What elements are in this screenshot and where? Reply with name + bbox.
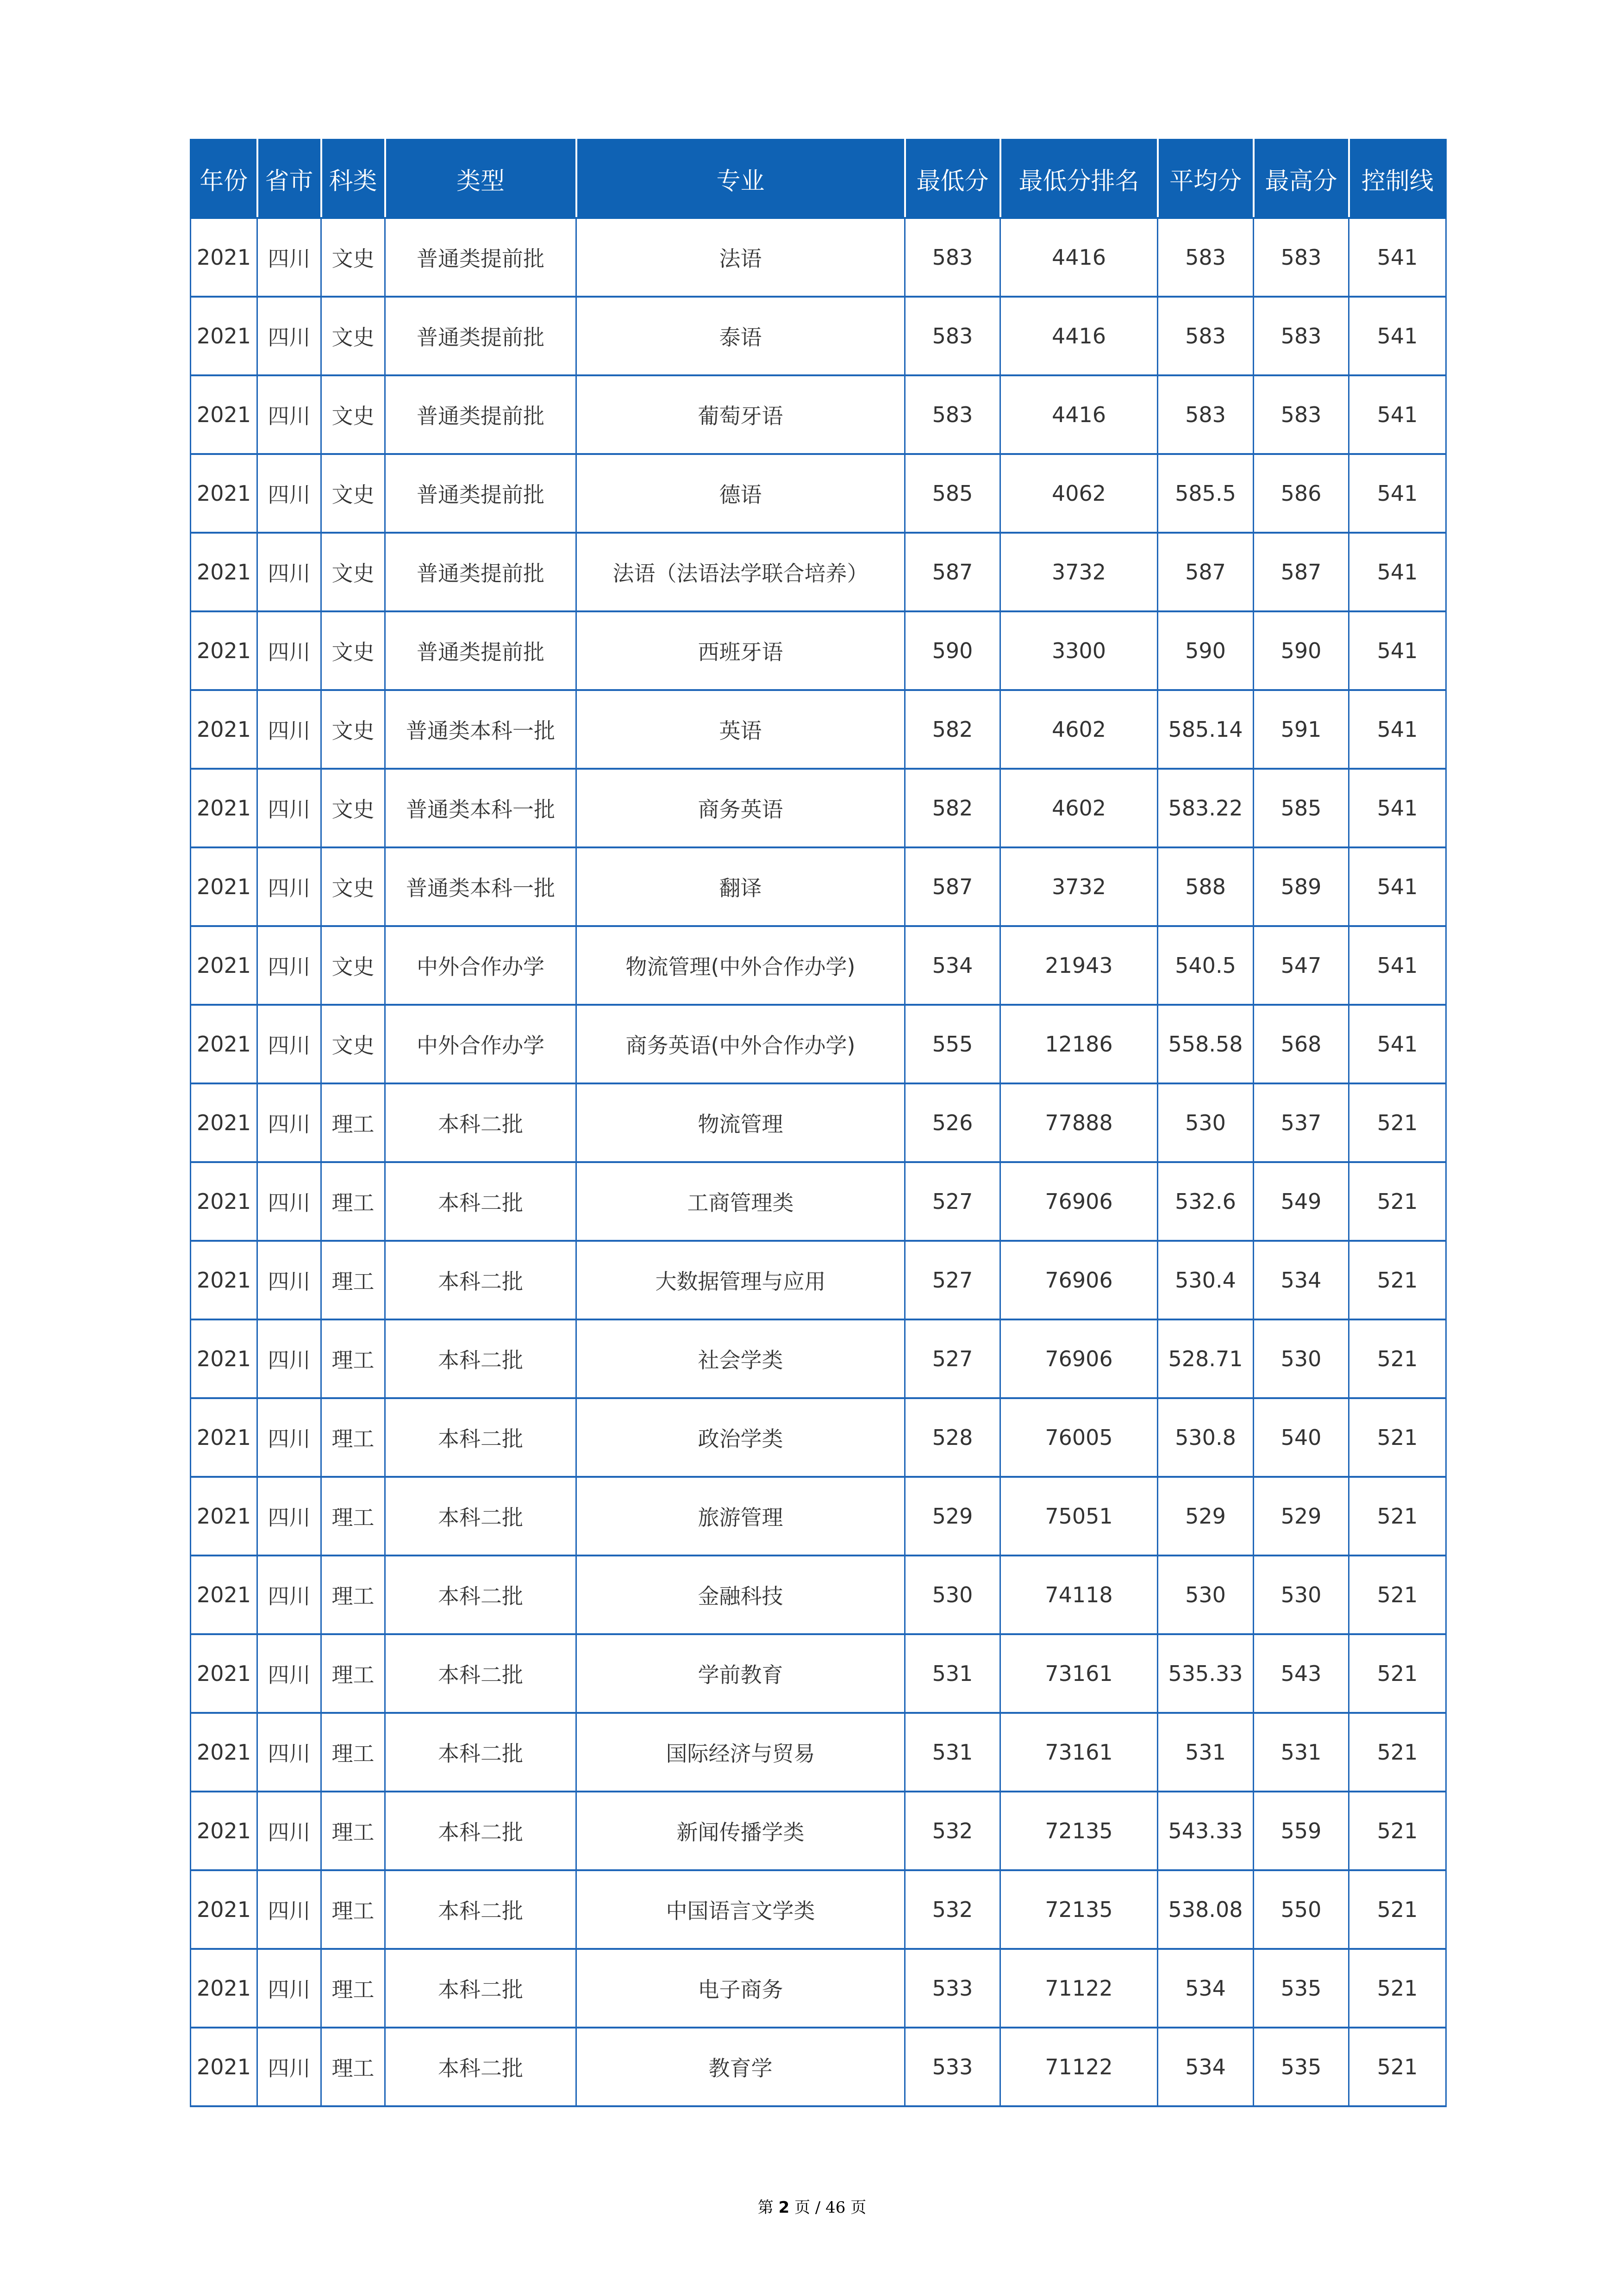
cell-max-score: 583 — [1254, 218, 1349, 297]
cell-avg-score: 583 — [1158, 297, 1254, 375]
cell-province: 四川 — [257, 1792, 321, 1870]
cell-year: 2021 — [191, 533, 257, 611]
cell-min-score: 585 — [905, 454, 1000, 533]
cell-min-score: 530 — [905, 1556, 1000, 1634]
cell-control-line: 541 — [1349, 1005, 1446, 1083]
cell-avg-score: 538.08 — [1158, 1870, 1254, 1949]
cell-control-line: 541 — [1349, 611, 1446, 690]
cell-category: 文史 — [321, 769, 385, 847]
cell-control-line: 541 — [1349, 454, 1446, 533]
cell-province: 四川 — [257, 1713, 321, 1792]
cell-category: 理工 — [321, 1713, 385, 1792]
cell-avg-score: 540.5 — [1158, 926, 1254, 1005]
cell-max-score: 537 — [1254, 1083, 1349, 1162]
cell-min-score-rank: 12186 — [1000, 1005, 1158, 1083]
cell-major: 商务英语(中外合作办学) — [576, 1005, 905, 1083]
cell-min-score-rank: 3732 — [1000, 533, 1158, 611]
cell-avg-score: 535.33 — [1158, 1634, 1254, 1713]
cell-major: 大数据管理与应用 — [576, 1241, 905, 1319]
table-header-row — [191, 140, 1446, 218]
cell-province: 四川 — [257, 1556, 321, 1634]
cell-control-line: 521 — [1349, 1319, 1446, 1398]
cell-control-line: 521 — [1349, 1870, 1446, 1949]
cell-max-score: 591 — [1254, 690, 1349, 769]
cell-avg-score: 590 — [1158, 611, 1254, 690]
cell-min-score: 583 — [905, 218, 1000, 297]
table-row — [191, 1241, 1446, 1319]
column-header-province: 省市 — [257, 140, 321, 218]
cell-avg-score: 587 — [1158, 533, 1254, 611]
cell-province: 四川 — [257, 1083, 321, 1162]
cell-category: 理工 — [321, 1792, 385, 1870]
cell-major: 西班牙语 — [576, 611, 905, 690]
cell-min-score-rank: 76906 — [1000, 1319, 1158, 1398]
cell-batch-type: 本科二批 — [385, 1634, 576, 1713]
cell-major: 新闻传播学类 — [576, 1792, 905, 1870]
cell-min-score: 583 — [905, 375, 1000, 454]
cell-min-score: 555 — [905, 1005, 1000, 1083]
cell-batch-type: 普通类本科一批 — [385, 847, 576, 926]
cell-min-score-rank: 4602 — [1000, 690, 1158, 769]
cell-avg-score: 543.33 — [1158, 1792, 1254, 1870]
cell-year: 2021 — [191, 297, 257, 375]
cell-avg-score: 558.58 — [1158, 1005, 1254, 1083]
current-page-number: 2 — [778, 2198, 790, 2217]
cell-category: 理工 — [321, 1477, 385, 1556]
cell-major: 国际经济与贸易 — [576, 1713, 905, 1792]
cell-max-score: 543 — [1254, 1634, 1349, 1713]
column-header-avg-score: 平均分 — [1158, 140, 1254, 218]
cell-max-score: 583 — [1254, 375, 1349, 454]
cell-category: 文史 — [321, 611, 385, 690]
cell-category: 理工 — [321, 1556, 385, 1634]
cell-year: 2021 — [191, 611, 257, 690]
cell-year: 2021 — [191, 2028, 257, 2106]
cell-max-score: 587 — [1254, 533, 1349, 611]
cell-min-score-rank: 21943 — [1000, 926, 1158, 1005]
cell-year: 2021 — [191, 690, 257, 769]
table-row — [191, 769, 1446, 847]
cell-category: 文史 — [321, 297, 385, 375]
table-row — [191, 375, 1446, 454]
cell-batch-type: 本科二批 — [385, 1319, 576, 1398]
cell-min-score: 582 — [905, 690, 1000, 769]
cell-max-score: 534 — [1254, 1241, 1349, 1319]
cell-category: 理工 — [321, 1162, 385, 1241]
cell-avg-score: 531 — [1158, 1713, 1254, 1792]
cell-major: 中国语言文学类 — [576, 1870, 905, 1949]
page-footer — [0, 2195, 1624, 2217]
cell-control-line: 521 — [1349, 2028, 1446, 2106]
cell-major: 社会学类 — [576, 1319, 905, 1398]
cell-max-score: 568 — [1254, 1005, 1349, 1083]
cell-batch-type: 本科二批 — [385, 1792, 576, 1870]
cell-min-score-rank: 76906 — [1000, 1162, 1158, 1241]
cell-year: 2021 — [191, 218, 257, 297]
cell-year: 2021 — [191, 375, 257, 454]
cell-batch-type: 普通类提前批 — [385, 611, 576, 690]
cell-major: 工商管理类 — [576, 1162, 905, 1241]
cell-min-score-rank: 3300 — [1000, 611, 1158, 690]
cell-year: 2021 — [191, 1241, 257, 1319]
cell-year: 2021 — [191, 769, 257, 847]
cell-major: 法语（法语法学联合培养） — [576, 533, 905, 611]
cell-max-score: 547 — [1254, 926, 1349, 1005]
cell-major: 电子商务 — [576, 1949, 905, 2028]
table-row — [191, 847, 1446, 926]
cell-province: 四川 — [257, 375, 321, 454]
cell-batch-type: 本科二批 — [385, 1949, 576, 2028]
cell-min-score: 532 — [905, 1870, 1000, 1949]
cell-max-score: 589 — [1254, 847, 1349, 926]
cell-control-line: 541 — [1349, 769, 1446, 847]
cell-batch-type: 普通类提前批 — [385, 218, 576, 297]
cell-max-score: 583 — [1254, 297, 1349, 375]
cell-min-score: 528 — [905, 1398, 1000, 1477]
cell-control-line: 521 — [1349, 1792, 1446, 1870]
cell-province: 四川 — [257, 769, 321, 847]
cell-major: 商务英语 — [576, 769, 905, 847]
cell-batch-type: 本科二批 — [385, 1083, 576, 1162]
cell-year: 2021 — [191, 1005, 257, 1083]
cell-min-score-rank: 4416 — [1000, 375, 1158, 454]
cell-min-score: 532 — [905, 1792, 1000, 1870]
cell-batch-type: 本科二批 — [385, 2028, 576, 2106]
cell-category: 文史 — [321, 847, 385, 926]
table-row — [191, 1005, 1446, 1083]
cell-avg-score: 588 — [1158, 847, 1254, 926]
cell-avg-score: 585.14 — [1158, 690, 1254, 769]
cell-avg-score: 534 — [1158, 1949, 1254, 2028]
cell-year: 2021 — [191, 926, 257, 1005]
cell-year: 2021 — [191, 1477, 257, 1556]
cell-min-score-rank: 4416 — [1000, 218, 1158, 297]
cell-min-score: 531 — [905, 1713, 1000, 1792]
cell-batch-type: 本科二批 — [385, 1713, 576, 1792]
table-row — [191, 1713, 1446, 1792]
cell-batch-type: 本科二批 — [385, 1870, 576, 1949]
cell-major: 旅游管理 — [576, 1477, 905, 1556]
cell-min-score: 587 — [905, 533, 1000, 611]
cell-category: 文史 — [321, 690, 385, 769]
cell-max-score: 590 — [1254, 611, 1349, 690]
cell-control-line: 541 — [1349, 847, 1446, 926]
table-row — [191, 1870, 1446, 1949]
column-header-min-score: 最低分 — [905, 140, 1000, 218]
cell-province: 四川 — [257, 297, 321, 375]
cell-batch-type: 普通类本科一批 — [385, 769, 576, 847]
cell-avg-score: 583 — [1158, 375, 1254, 454]
table-row — [191, 611, 1446, 690]
cell-control-line: 521 — [1349, 1477, 1446, 1556]
cell-min-score-rank: 72135 — [1000, 1792, 1158, 1870]
table-row — [191, 1477, 1446, 1556]
admission-scores-table — [190, 139, 1447, 2107]
cell-min-score: 526 — [905, 1083, 1000, 1162]
cell-major: 金融科技 — [576, 1556, 905, 1634]
cell-control-line: 541 — [1349, 533, 1446, 611]
cell-batch-type: 普通类提前批 — [385, 533, 576, 611]
cell-avg-score: 530.4 — [1158, 1241, 1254, 1319]
cell-year: 2021 — [191, 1949, 257, 2028]
cell-control-line: 521 — [1349, 1634, 1446, 1713]
cell-avg-score: 585.5 — [1158, 454, 1254, 533]
cell-min-score-rank: 76005 — [1000, 1398, 1158, 1477]
cell-province: 四川 — [257, 1319, 321, 1398]
footer-middle: 页 / — [794, 2198, 821, 2217]
cell-province: 四川 — [257, 1398, 321, 1477]
cell-min-score: 582 — [905, 769, 1000, 847]
cell-control-line: 541 — [1349, 218, 1446, 297]
cell-year: 2021 — [191, 1083, 257, 1162]
cell-min-score: 533 — [905, 2028, 1000, 2106]
cell-province: 四川 — [257, 1005, 321, 1083]
cell-province: 四川 — [257, 533, 321, 611]
column-header-major: 专业 — [576, 140, 905, 218]
cell-avg-score: 530.8 — [1158, 1398, 1254, 1477]
cell-category: 理工 — [321, 1634, 385, 1713]
cell-year: 2021 — [191, 1870, 257, 1949]
cell-min-score-rank: 71122 — [1000, 2028, 1158, 2106]
cell-year: 2021 — [191, 1162, 257, 1241]
table-row — [191, 1083, 1446, 1162]
cell-major: 物流管理 — [576, 1083, 905, 1162]
cell-year: 2021 — [191, 847, 257, 926]
cell-control-line: 521 — [1349, 1162, 1446, 1241]
footer-prefix: 第 — [757, 2198, 774, 2217]
cell-min-score: 583 — [905, 297, 1000, 375]
cell-province: 四川 — [257, 847, 321, 926]
cell-province: 四川 — [257, 218, 321, 297]
cell-category: 文史 — [321, 454, 385, 533]
cell-province: 四川 — [257, 926, 321, 1005]
table-body — [191, 218, 1446, 2106]
cell-max-score: 535 — [1254, 2028, 1349, 2106]
cell-min-score-rank: 72135 — [1000, 1870, 1158, 1949]
column-header-batch-type: 类型 — [385, 140, 576, 218]
cell-year: 2021 — [191, 1713, 257, 1792]
cell-major: 教育学 — [576, 2028, 905, 2106]
cell-avg-score: 534 — [1158, 2028, 1254, 2106]
column-header-max-score: 最高分 — [1254, 140, 1349, 218]
cell-avg-score: 583 — [1158, 218, 1254, 297]
cell-category: 理工 — [321, 1398, 385, 1477]
cell-category: 理工 — [321, 1083, 385, 1162]
column-header-category: 科类 — [321, 140, 385, 218]
cell-min-score-rank: 75051 — [1000, 1477, 1158, 1556]
table-row — [191, 454, 1446, 533]
column-header-control-line: 控制线 — [1349, 140, 1446, 218]
cell-province: 四川 — [257, 611, 321, 690]
table-row — [191, 1319, 1446, 1398]
cell-major: 翻译 — [576, 847, 905, 926]
cell-control-line: 521 — [1349, 1713, 1446, 1792]
table-row — [191, 690, 1446, 769]
cell-max-score: 549 — [1254, 1162, 1349, 1241]
cell-province: 四川 — [257, 2028, 321, 2106]
cell-min-score-rank: 74118 — [1000, 1556, 1158, 1634]
cell-category: 理工 — [321, 1870, 385, 1949]
cell-control-line: 521 — [1349, 1398, 1446, 1477]
cell-major: 政治学类 — [576, 1398, 905, 1477]
cell-min-score-rank: 4416 — [1000, 297, 1158, 375]
cell-min-score: 527 — [905, 1319, 1000, 1398]
cell-major: 物流管理(中外合作办学) — [576, 926, 905, 1005]
cell-year: 2021 — [191, 1319, 257, 1398]
cell-min-score-rank: 4062 — [1000, 454, 1158, 533]
table-row — [191, 926, 1446, 1005]
cell-control-line: 521 — [1349, 1949, 1446, 2028]
cell-province: 四川 — [257, 1477, 321, 1556]
table-row — [191, 1398, 1446, 1477]
cell-batch-type: 普通类提前批 — [385, 297, 576, 375]
cell-year: 2021 — [191, 1556, 257, 1634]
cell-control-line: 541 — [1349, 375, 1446, 454]
cell-min-score-rank: 73161 — [1000, 1634, 1158, 1713]
cell-batch-type: 本科二批 — [385, 1477, 576, 1556]
cell-max-score: 585 — [1254, 769, 1349, 847]
cell-control-line: 541 — [1349, 690, 1446, 769]
cell-avg-score: 530 — [1158, 1556, 1254, 1634]
cell-category: 理工 — [321, 1241, 385, 1319]
cell-max-score: 550 — [1254, 1870, 1349, 1949]
cell-year: 2021 — [191, 454, 257, 533]
cell-category: 文史 — [321, 926, 385, 1005]
cell-batch-type: 中外合作办学 — [385, 1005, 576, 1083]
cell-control-line: 541 — [1349, 297, 1446, 375]
cell-province: 四川 — [257, 454, 321, 533]
cell-major: 泰语 — [576, 297, 905, 375]
table-row — [191, 1949, 1446, 2028]
cell-province: 四川 — [257, 690, 321, 769]
cell-major: 英语 — [576, 690, 905, 769]
cell-batch-type: 普通类提前批 — [385, 375, 576, 454]
cell-year: 2021 — [191, 1634, 257, 1713]
cell-batch-type: 本科二批 — [385, 1556, 576, 1634]
cell-batch-type: 本科二批 — [385, 1162, 576, 1241]
cell-min-score-rank: 77888 — [1000, 1083, 1158, 1162]
cell-min-score: 587 — [905, 847, 1000, 926]
cell-batch-type: 普通类本科一批 — [385, 690, 576, 769]
cell-max-score: 540 — [1254, 1398, 1349, 1477]
cell-control-line: 541 — [1349, 926, 1446, 1005]
cell-category: 文史 — [321, 375, 385, 454]
cell-avg-score: 530 — [1158, 1083, 1254, 1162]
cell-control-line: 521 — [1349, 1556, 1446, 1634]
cell-min-score-rank: 4602 — [1000, 769, 1158, 847]
cell-max-score: 535 — [1254, 1949, 1349, 2028]
cell-max-score: 530 — [1254, 1319, 1349, 1398]
column-header-year: 年份 — [191, 140, 257, 218]
cell-province: 四川 — [257, 1241, 321, 1319]
cell-min-score: 527 — [905, 1162, 1000, 1241]
column-header-min-score-rank: 最低分排名 — [1000, 140, 1158, 218]
table-row — [191, 533, 1446, 611]
table-row — [191, 218, 1446, 297]
cell-major: 德语 — [576, 454, 905, 533]
cell-province: 四川 — [257, 1634, 321, 1713]
table-row — [191, 1556, 1446, 1634]
cell-min-score: 590 — [905, 611, 1000, 690]
cell-max-score: 559 — [1254, 1792, 1349, 1870]
cell-avg-score: 532.6 — [1158, 1162, 1254, 1241]
cell-min-score: 531 — [905, 1634, 1000, 1713]
cell-batch-type: 中外合作办学 — [385, 926, 576, 1005]
cell-category: 理工 — [321, 2028, 385, 2106]
footer-suffix: 页 — [850, 2198, 867, 2217]
table-row — [191, 297, 1446, 375]
cell-avg-score: 529 — [1158, 1477, 1254, 1556]
cell-max-score: 586 — [1254, 454, 1349, 533]
cell-category: 文史 — [321, 218, 385, 297]
cell-province: 四川 — [257, 1162, 321, 1241]
table-row — [191, 2028, 1446, 2106]
cell-category: 文史 — [321, 1005, 385, 1083]
cell-major: 学前教育 — [576, 1634, 905, 1713]
cell-avg-score: 528.71 — [1158, 1319, 1254, 1398]
cell-max-score: 529 — [1254, 1477, 1349, 1556]
cell-year: 2021 — [191, 1792, 257, 1870]
cell-min-score-rank: 71122 — [1000, 1949, 1158, 2028]
table-row — [191, 1634, 1446, 1713]
cell-batch-type: 本科二批 — [385, 1241, 576, 1319]
cell-category: 文史 — [321, 533, 385, 611]
cell-year: 2021 — [191, 1398, 257, 1477]
cell-category: 理工 — [321, 1319, 385, 1398]
cell-min-score: 534 — [905, 926, 1000, 1005]
cell-province: 四川 — [257, 1870, 321, 1949]
table-row — [191, 1792, 1446, 1870]
cell-min-score: 527 — [905, 1241, 1000, 1319]
cell-avg-score: 583.22 — [1158, 769, 1254, 847]
cell-min-score: 533 — [905, 1949, 1000, 2028]
cell-min-score-rank: 73161 — [1000, 1713, 1158, 1792]
cell-batch-type: 本科二批 — [385, 1398, 576, 1477]
cell-control-line: 521 — [1349, 1241, 1446, 1319]
cell-major: 法语 — [576, 218, 905, 297]
cell-min-score-rank: 76906 — [1000, 1241, 1158, 1319]
cell-max-score: 530 — [1254, 1556, 1349, 1634]
cell-control-line: 521 — [1349, 1083, 1446, 1162]
cell-batch-type: 普通类提前批 — [385, 454, 576, 533]
table-row — [191, 1162, 1446, 1241]
total-pages-number: 46 — [825, 2198, 846, 2217]
cell-major: 葡萄牙语 — [576, 375, 905, 454]
cell-min-score-rank: 3732 — [1000, 847, 1158, 926]
cell-max-score: 531 — [1254, 1713, 1349, 1792]
cell-province: 四川 — [257, 1949, 321, 2028]
cell-category: 理工 — [321, 1949, 385, 2028]
cell-min-score: 529 — [905, 1477, 1000, 1556]
